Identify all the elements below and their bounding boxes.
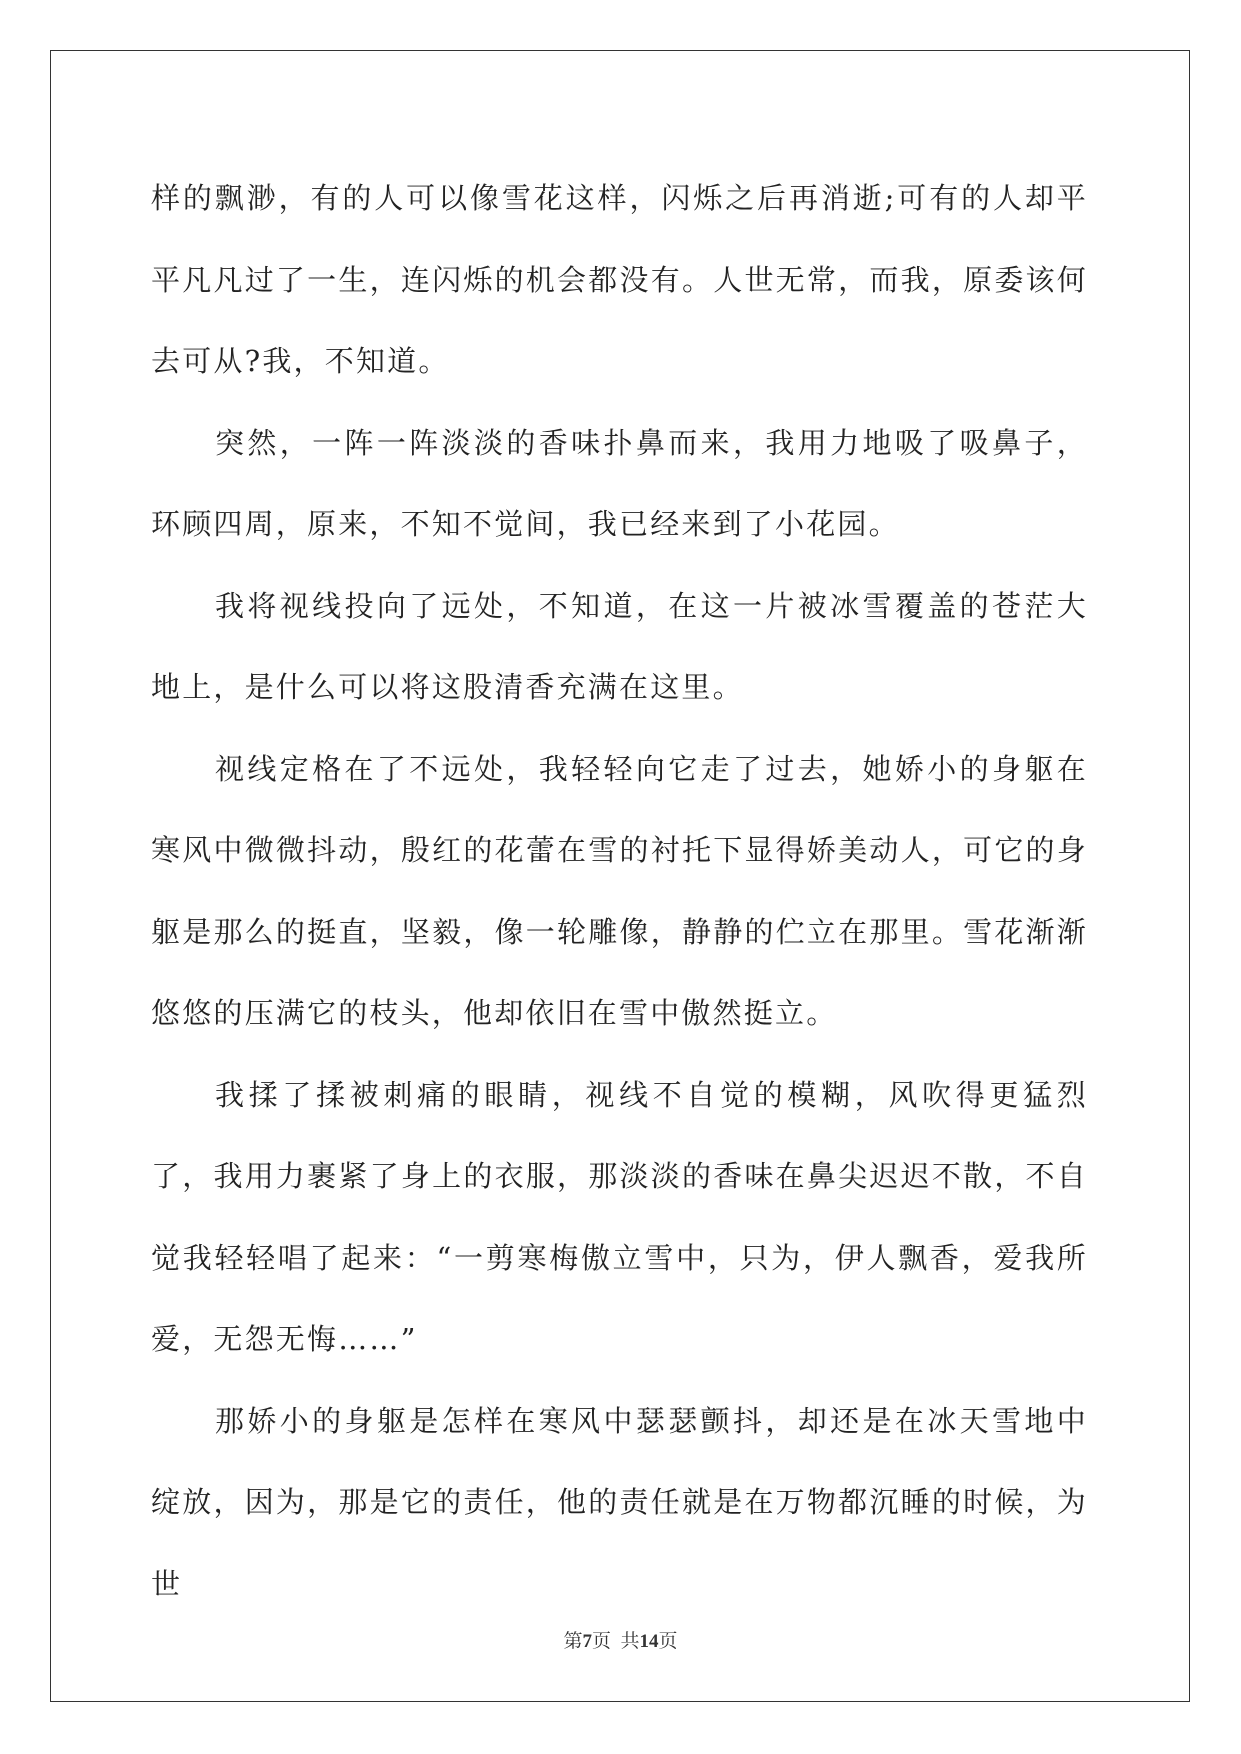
- footer-suffix: 页: [658, 1631, 678, 1652]
- paragraph-1: 样的飘渺，有的人可以像雪花这样，闪烁之后再消逝;可有的人却平平凡凡过了一生，连闪烁的机会都没有。人世无常，而我，原委该何去可从?我，不知道。: [151, 181, 1088, 378]
- footer-current-page: 7: [582, 1631, 592, 1652]
- page-footer: [0, 1626, 1241, 1653]
- paragraph-3: 我将视线投向了远处，不知道，在这一片被冰雪覆盖的苍茫大地上，是什么可以将这股清香充满在这里。: [151, 588, 1088, 704]
- paragraph-4: 视线定格在了不远处，我轻轻向它走了过去，她娇小的身躯在寒风中微微抖动，殷红的花蕾在雪的衬托下显得娇美动人，可它的身躯是那么的挺直，坚毅，像一轮雕像，静静的伫立在那里。雪花渐渐悠悠的压满它的枝头，他却依旧在雪中傲然挺立。: [151, 751, 1088, 1030]
- paragraph-2: 突然，一阵一阵淡淡的香味扑鼻而来，我用力地吸了吸鼻子，环顾四周，原来，不知不觉间，我已经来到了小花园。: [151, 425, 1088, 541]
- footer-prefix: 第: [563, 1631, 583, 1652]
- document-body: [151, 158, 1088, 1625]
- footer-total-pages: 14: [639, 1631, 659, 1652]
- footer-middle: 页 共: [591, 1631, 640, 1652]
- paragraph-6: 那娇小的身躯是怎样在寒风中瑟瑟颤抖，却还是在冰天雪地中绽放，因为，那是它的责任，他的责任就是在万物都沉睡的时候，为世: [151, 1403, 1088, 1601]
- paragraph-5: 我揉了揉被刺痛的眼睛，视线不自觉的模糊，风吹得更猛烈了，我用力裹紧了身上的衣服，那淡淡的香味在鼻尖迟迟不散，不自觉我轻轻唱了起来：“一剪寒梅傲立雪中，只为，伊人飘香，爱我所爱，无怨无悔……”: [151, 1077, 1088, 1356]
